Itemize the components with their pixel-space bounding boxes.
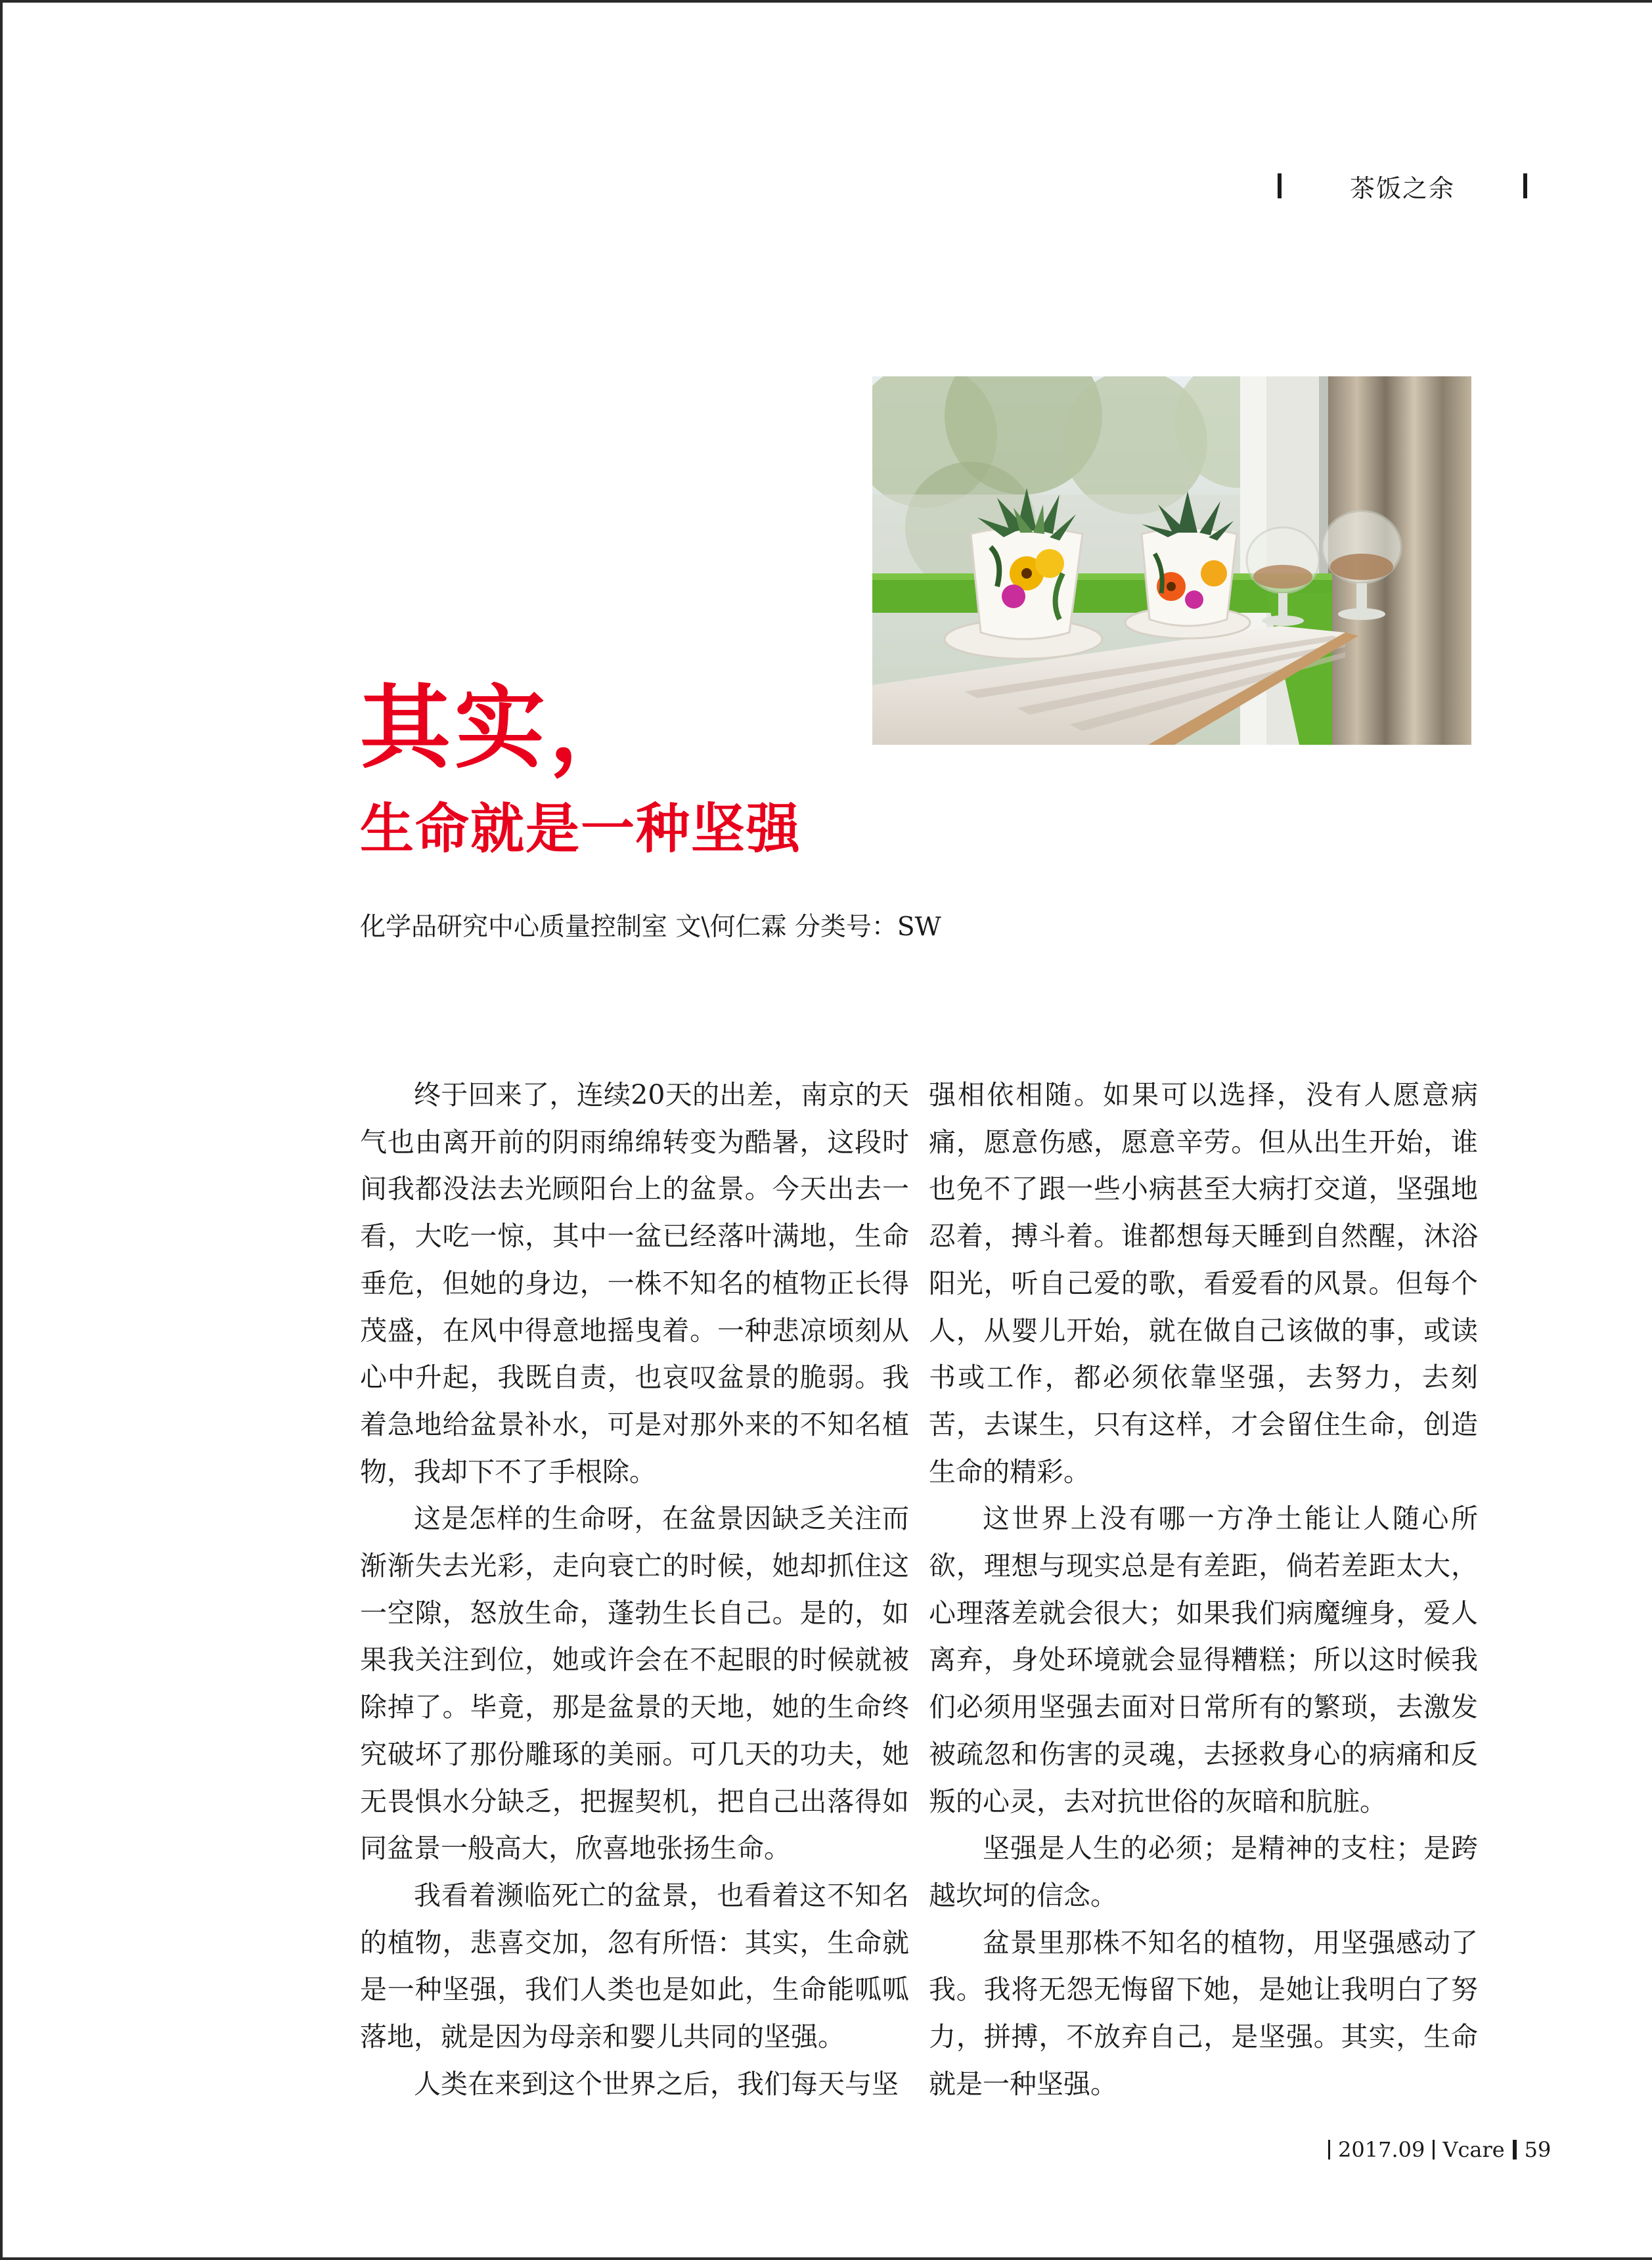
footer-separator: [1328, 2140, 1330, 2160]
footer-separator: [1513, 2140, 1517, 2160]
magazine-name: Vcare: [1442, 2137, 1505, 2162]
paragraph-3: 我看着濒临死亡的盆景，也看着这不知名的植物，悲喜交加，忽有所悟：其实，生命就是一种坚强，我们人类也是如此，生命能呱呱落地，就是因为母亲和婴儿共同的坚强。: [360, 1879, 909, 2053]
article-column-right: [929, 1072, 1478, 2108]
article-title-line1: 其实，: [360, 675, 644, 781]
paragraph-4-start: 人类在来到这个世界之后，我们每天与坚: [414, 2068, 899, 2100]
page-number: 59: [1524, 2137, 1552, 2162]
section-title: 茶饭之余: [1349, 173, 1455, 203]
article-byline: 化学品研究中心质量控制室 文\何仁霖 分类号：SW: [360, 912, 941, 942]
footer-separator: [1433, 2140, 1435, 2160]
paragraph-6: 坚强是人生的必须；是精神的支柱；是跨越坎坷的信念。: [929, 1832, 1478, 1911]
article-title-line2: 生命就是一种坚强: [360, 798, 802, 860]
paragraph-4-continued: 强相依相随。如果可以选择，没有人愿意病痛，愿意伤感，愿意辛劳。但从出生开始，谁也免不了跟一些小病甚至大病打交道，坚强地忍着，搏斗着。谁都想每天睡到自然醒，沐浴阳光，听自己爱的歌，看爱看的风景。但每个人，从婴儿开始，就在做自己该做的事，或读书或工作，都必须依靠坚强，去努力，去刻苦，去谋生，只有这样，才会留住生命，创造生命的精彩。: [929, 1079, 1478, 1488]
paragraph-2: 这是怎样的生命呀，在盆景因缺乏关注而渐渐失去光彩，走向衰亡的时候，她却抓住这一空隙，怒放生命，蓬勃生长自己。是的，如果我关注到位，她或许会在不起眼的时候就被除掉了。毕竟，那是盆景的天地，她的生命终究破坏了那份雕琢的美丽。可几天的功夫，她无畏惧水分缺乏，把握契机，把自己出落得如同盆景一般高大，欣喜地张扬生命。: [360, 1503, 909, 1865]
potted-succulents-photo: [872, 376, 1471, 745]
photo-illustration: [872, 376, 1471, 745]
paragraph-7: 盆景里那株不知名的植物，用坚强感动了我。我将无怨无悔留下她，是她让我明白了努力，拼搏，不放弃自己，是坚强。其实，生命就是一种坚强。: [929, 1926, 1478, 2100]
paragraph-1: 终于回来了，连续20天的出差，南京的天气也由离开前的阴雨绵绵转变为酷暑，这段时间我都没法去光顾阳台上的盆景。今天出去一看，大吃一惊，其中一盆已经落叶满地，生命垂危，但她的身边，一株不知名的植物正长得茂盛，在风中得意地摇曳着。一种悲凉顷刻从心中升起，我既自责，也哀叹盆景的脆弱。我着急地给盆景补水，可是对那外来的不知名植物，我却下不了手根除。: [360, 1079, 909, 1488]
article-column-left: [360, 1072, 909, 2108]
paragraph-5: 这世界上没有哪一方净土能让人随心所欲，理想与现实总是有差距，倘若差距太大，心理落差就会很大；如果我们病魔缠身，爱人离弃，身处环境就会显得糟糕；所以这时候我们必须用坚强去面对日常所有的繁琐，去激发被疏忽和伤害的灵魂，去拯救身心的病痛和反叛的心灵，去对抗世俗的灰暗和肮脏。: [929, 1503, 1478, 1817]
page-footer: [1320, 2137, 1551, 2163]
section-header: [1278, 169, 1527, 202]
issue-date: 2017.09: [1338, 2137, 1425, 2162]
header-right-bar: [1523, 173, 1527, 198]
